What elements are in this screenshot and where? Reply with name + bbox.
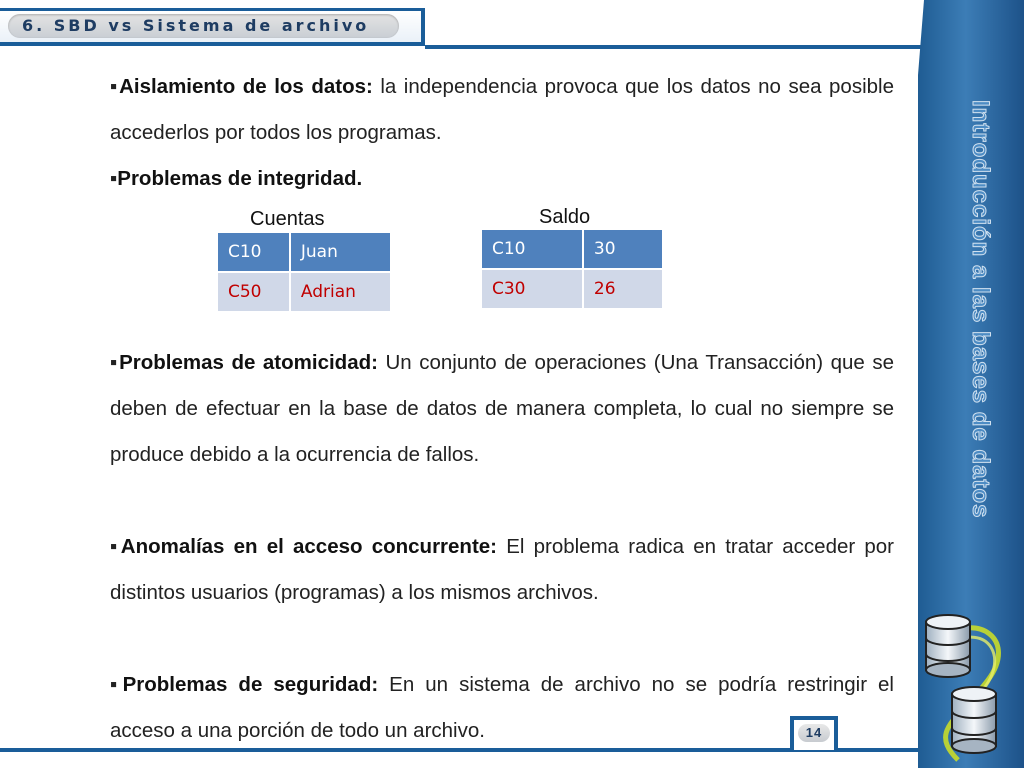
table-caption-saldo: Saldo	[539, 206, 591, 228]
bullet-text: Un conjunto de operaciones (Una Transacción) que se deben de efectuar en la base de datos de manera completa, lo cual no siempre se produce debido a la ocurrencia de fallos.	[110, 351, 894, 466]
side-title: Introducción a las bases de datos	[967, 100, 994, 519]
bullet-heading: Problemas de integridad.	[117, 167, 363, 190]
bullet-heading: Aislamiento de los datos:	[119, 75, 373, 98]
table-cell: 30	[583, 229, 663, 269]
bullet-text: El problema radica en tratar acceder por distintos usuarios (programas) a los mismos archivos.	[110, 535, 895, 604]
footer-rule	[0, 748, 918, 752]
table-cell: Juan	[290, 232, 391, 272]
paragraph-aislamiento: ▪Aislamiento de los datos: la independencia provoca que los datos no sea posible accederlos por todos los programas.	[110, 75, 894, 144]
bullet-heading: Problemas de seguridad:	[122, 673, 379, 696]
page-number-box	[790, 716, 838, 750]
page-number: 14	[798, 724, 830, 742]
table-cell: C10	[481, 229, 583, 269]
table-cell: C10	[217, 232, 290, 272]
table-row	[217, 232, 391, 272]
database-icon	[918, 600, 1024, 768]
table-cell: C30	[481, 269, 583, 309]
paragraph-concurrente: ▪Anomalías en el acceso concurrente: El problema radica en tratar acceder por distintos usuarios (programas) a los mismos archivos.	[110, 535, 895, 604]
table-row	[481, 269, 663, 309]
paragraph-integridad: ▪Problemas de integridad.	[110, 167, 363, 190]
paragraph-atomicidad: ▪Problemas de atomicidad: Un conjunto de operaciones (Una Transacción) que se deben de efectuar en la base de datos de manera completa, lo cual no siempre se produce debido a la ocurrencia de fallos.	[110, 351, 894, 466]
bullet-heading: Anomalías en el acceso concurrente:	[120, 535, 498, 558]
slide-title: 6. SBD vs Sistema de archivo	[22, 16, 370, 35]
bullet-heading: Problemas de atomicidad:	[119, 351, 378, 374]
table-cuentas	[216, 231, 392, 313]
title-bar	[0, 8, 425, 46]
header-rule	[425, 45, 955, 49]
table-cell: C50	[217, 272, 290, 312]
paragraph-seguridad: ▪Problemas de seguridad: En un sistema de archivo no se podría restringir el acceso a una porción de todo un archivo.	[110, 673, 894, 742]
table-saldo	[480, 228, 664, 310]
table-cell: 26	[583, 269, 663, 309]
table-cell: Adrian	[290, 272, 391, 312]
table-caption-cuentas: Cuentas	[250, 208, 325, 230]
table-row	[217, 272, 391, 312]
bullet-text: En un sistema de archivo no se podría restringir el acceso a una porción de todo un archivo.	[110, 673, 894, 742]
bullet-text: la independencia provoca que los datos no sea posible accederlos por todos los programas.	[110, 75, 894, 144]
table-row	[481, 229, 663, 269]
